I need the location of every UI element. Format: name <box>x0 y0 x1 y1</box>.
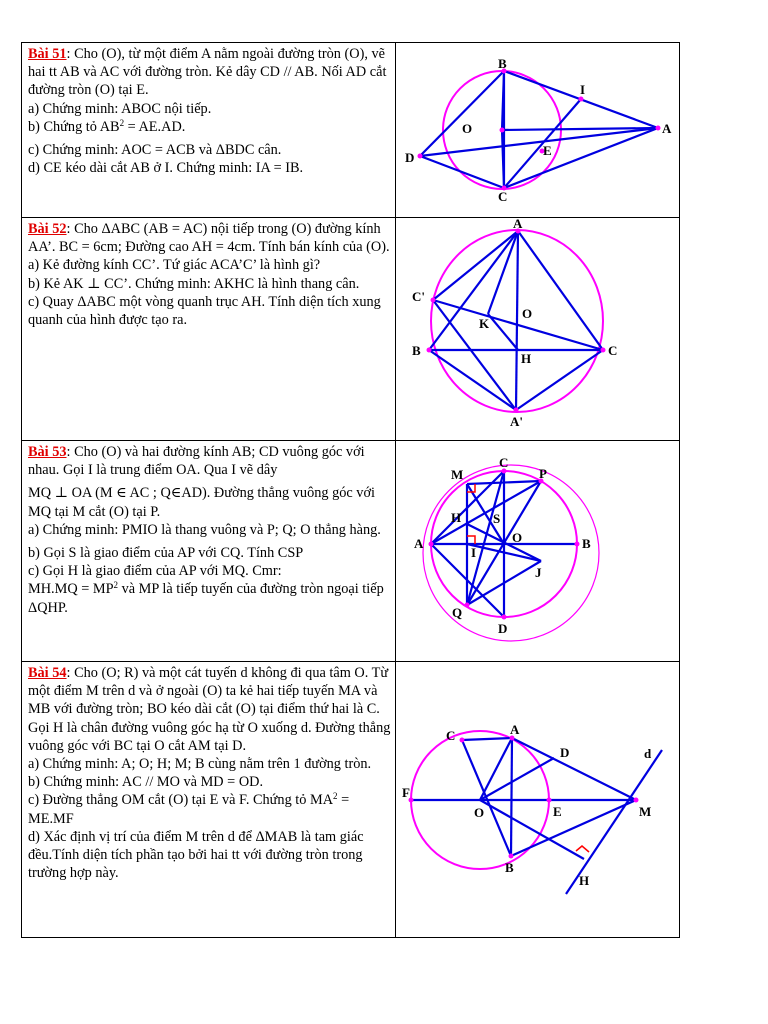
label-a: A <box>513 218 523 231</box>
problem-number: Bài 51 <box>28 46 67 62</box>
label-k: K <box>479 316 490 331</box>
question-mq: MQ ⊥ OA (M ∈ AC ; Q∈AD). Đường thẳng vuông góc với MQ tại M cắt (O) tại P. <box>28 485 375 520</box>
label-a-prime: A' <box>510 414 523 429</box>
question-b: b) Chứng minh: AC // MO và MD = OD. <box>28 774 264 791</box>
label-h: H <box>521 351 532 366</box>
problem-row-51 <box>22 43 680 218</box>
label-d: D <box>405 150 415 165</box>
question-c: c) Chứng minh: AOC = ACB và ΔBDC cân. <box>28 142 282 159</box>
geometry-figure-54 <box>396 662 679 937</box>
question-b: b) Kẻ AK ⊥ CC’. Chứng minh: AKHC là hình thang cân. <box>28 275 360 292</box>
label-d: D <box>560 745 570 760</box>
problem-intro: Cho ΔABC (AB = AC) nội tiếp trong (O) đường kính AA’. BC = 6cm; Đường cao AH = 4cm. Tính bán kính của (O). <box>28 221 390 256</box>
geometry-figure-51 <box>396 43 679 217</box>
problem-number: Bài 52 <box>28 221 67 237</box>
question-c: c) Quay ΔABC một vòng quanh trục AH. Tính diện tích xung quanh của hình được tạo ra. <box>28 293 381 329</box>
question-d: d) CE kéo dài cắt AB ở I. Chứng minh: IA = IB. <box>28 160 304 177</box>
label-c-prime: C' <box>412 289 425 304</box>
label-c: C <box>608 343 618 358</box>
label-e: E <box>553 804 562 819</box>
problem-intro: Cho (O; R) và một cát tuyến d không đi qua tâm O. Từ một điểm M trên d và ở ngoài (O) ta kẻ hai tiếp tuyến MA và MB với đường tròn; BO kéo dài cắt (O) tại điểm thứ hai là C. Gọi H là chân đường vuông góc hạ từ O xuống d. Đường thẳng vuông góc với BC tại O cắt AM tại D. <box>28 665 391 754</box>
label-j: J <box>535 565 542 580</box>
label-c: C <box>499 455 509 470</box>
problem-row-52 <box>22 218 680 441</box>
label-e: E <box>543 143 552 158</box>
label-s: S <box>493 511 501 526</box>
label-b: B <box>505 860 514 875</box>
label-d: D <box>498 621 508 636</box>
question-a: a) Chứng minh: A; O; H; M; B cùng nằm trên 1 đường tròn. <box>28 756 372 773</box>
problem-intro: Cho (O) và hai đường kính AB; CD vuông góc với nhau. Gọi I là trung điểm OA. Qua I vẽ dây <box>28 444 365 479</box>
question-c: c) Đường thẳng OM cắt (O) tại E và F. Chứng tỏ $MA^2 = ME.MF$ <box>28 791 350 827</box>
label-q: Q <box>452 605 463 620</box>
label-a: A <box>414 536 424 551</box>
problem-number: Bài 54 <box>28 665 67 681</box>
problem-intro: Cho (O), từ một điểm A nằm ngoài đường tròn (O), vẽ hai tt AB và AC với đường tròn. Kẻ dây CD // AB. Nối AD cắt đường tròn (O) tại E. <box>28 46 387 99</box>
label-o: O <box>512 530 523 545</box>
figure-52 <box>396 218 680 441</box>
question-a: a) Chứng minh: ABOC nội tiếp. <box>28 100 212 117</box>
question-c: c) Gọi H là giao điểm của AP với MQ. Cmr: <box>28 563 282 580</box>
problem-text-53: Bài 53: Cho (O) và hai đường kính AB; CD vuông góc với nhau. Gọi I là trung điểm OA. Qua I vẽ dây MQ ⊥ OA (M ∈ AC ; Q∈AD). Đường thẳng vuông góc với MQ tại M cắt (O) tại P. a) Chứng minh: PMIO là thang vuông và P; Q; O thẳng hàng. b) Gọi S là giao điểm của AP với CQ. Tính CSP c) Gọi H là giao điểm của AP với MQ. Cmr: $MH.MQ = MP^2$ và MP là tiếp tuyến của đường tròn ngoại tiếp ΔQHP. <box>22 441 396 662</box>
question-a: a) Kẻ đường kính CC’. Tứ giác ACA’C’ là hình gì? <box>28 257 321 274</box>
figure-51 <box>396 43 680 218</box>
label-m: M <box>639 804 652 819</box>
label-c: C <box>446 728 456 743</box>
problem-text-52: Bài 52: Cho ΔABC (AB = AC) nội tiếp trong (O) đường kính AA’. BC = 6cm; Đường cao AH = 4cm. Tính bán kính của (O). a) Kẻ đường kính CC’. Tứ giác ACA’C’ là hình gì? b) Kẻ AK ⊥ CC’. Chứng minh: AKHC là hình thang cân. c) Quay ΔABC một vòng quanh trục AH. Tính diện tích xung quanh của hình được tạo ra. <box>22 218 396 441</box>
geometry-figure-53 <box>396 441 679 661</box>
label-f: F <box>402 785 410 800</box>
problem-row-53 <box>22 441 680 662</box>
label-h: H <box>451 510 462 525</box>
label-b: B <box>582 536 591 551</box>
label-i: I <box>580 82 586 97</box>
label-i: I <box>471 545 477 560</box>
label-o: O <box>474 805 485 820</box>
question-b: b) Chứng tỏ $AB^2 = AE.AD$. <box>28 117 186 135</box>
label-h: H <box>579 873 590 888</box>
figure-53 <box>396 441 680 662</box>
question-c2: $MH.MQ = MP^2$ và MP là tiếp tuyến của đường tròn ngoại tiếp ΔQHP. <box>28 580 384 616</box>
label-line-d: d <box>644 746 652 761</box>
question-b: b) Gọi S là giao điểm của AP với CQ. Tính CSP <box>28 545 304 562</box>
label-b: B <box>498 56 507 71</box>
figure-54 <box>396 662 680 938</box>
label-p: P <box>539 466 547 481</box>
problem-number: Bài 53 <box>28 444 67 460</box>
label-o: O <box>522 306 533 321</box>
problem-text-54: Bài 54: Cho (O; R) và một cát tuyến d không đi qua tâm O. Từ một điểm M trên d và ở ngoài (O) ta kẻ hai tiếp tuyến MA và MB với đường tròn; BO kéo dài cắt (O) tại điểm thứ hai là C. Gọi H là chân đường vuông góc hạ từ O xuống d. Đường thẳng vuông góc với BC tại O cắt AM tại D. a) Chứng minh: A; O; H; M; B cùng nằm trên 1 đường tròn. b) Chứng minh: AC // MO và MD = OD. c) Đường thẳng OM cắt (O) tại E và F. Chứng tỏ $MA^2 = ME.MF$ d) Xác định vị trí của điểm M trên d để ΔMAB là tam giác đều.Tính diện tích phần tạo bởi hai tt với đường tròn trong trường hợp này. <box>22 662 396 938</box>
exercise-table <box>21 42 680 938</box>
problem-text-51: Bài 51: Cho (O), từ một điểm A nằm ngoài đường tròn (O), vẽ hai tt AB và AC với đường tròn. Kẻ dây CD // AB. Nối AD cắt đường tròn (O) tại E. a) Chứng minh: ABOC nội tiếp. b) Chứng tỏ $AB^2 = AE.AD$. c) Chứng minh: AOC = ACB và ΔBDC cân. d) CE kéo dài cắt AB ở I. Chứng minh: IA = IB. <box>22 43 396 218</box>
label-a: A <box>510 722 520 737</box>
label-o: O <box>462 121 473 136</box>
label-b: B <box>412 343 421 358</box>
label-a: A <box>662 121 672 136</box>
question-a: a) Chứng minh: PMIO là thang vuông và P; Q; O thẳng hàng. <box>28 521 381 538</box>
label-c: C <box>498 189 508 204</box>
problem-row-54 <box>22 662 680 938</box>
question-d: d) Xác định vị trí của điểm M trên d để ΔMAB là tam giác đều.Tính diện tích phần tạo bởi hai tt với đường tròn trong trường hợp này. <box>28 828 364 882</box>
label-m: M <box>451 467 464 482</box>
geometry-figure-52 <box>396 218 679 440</box>
